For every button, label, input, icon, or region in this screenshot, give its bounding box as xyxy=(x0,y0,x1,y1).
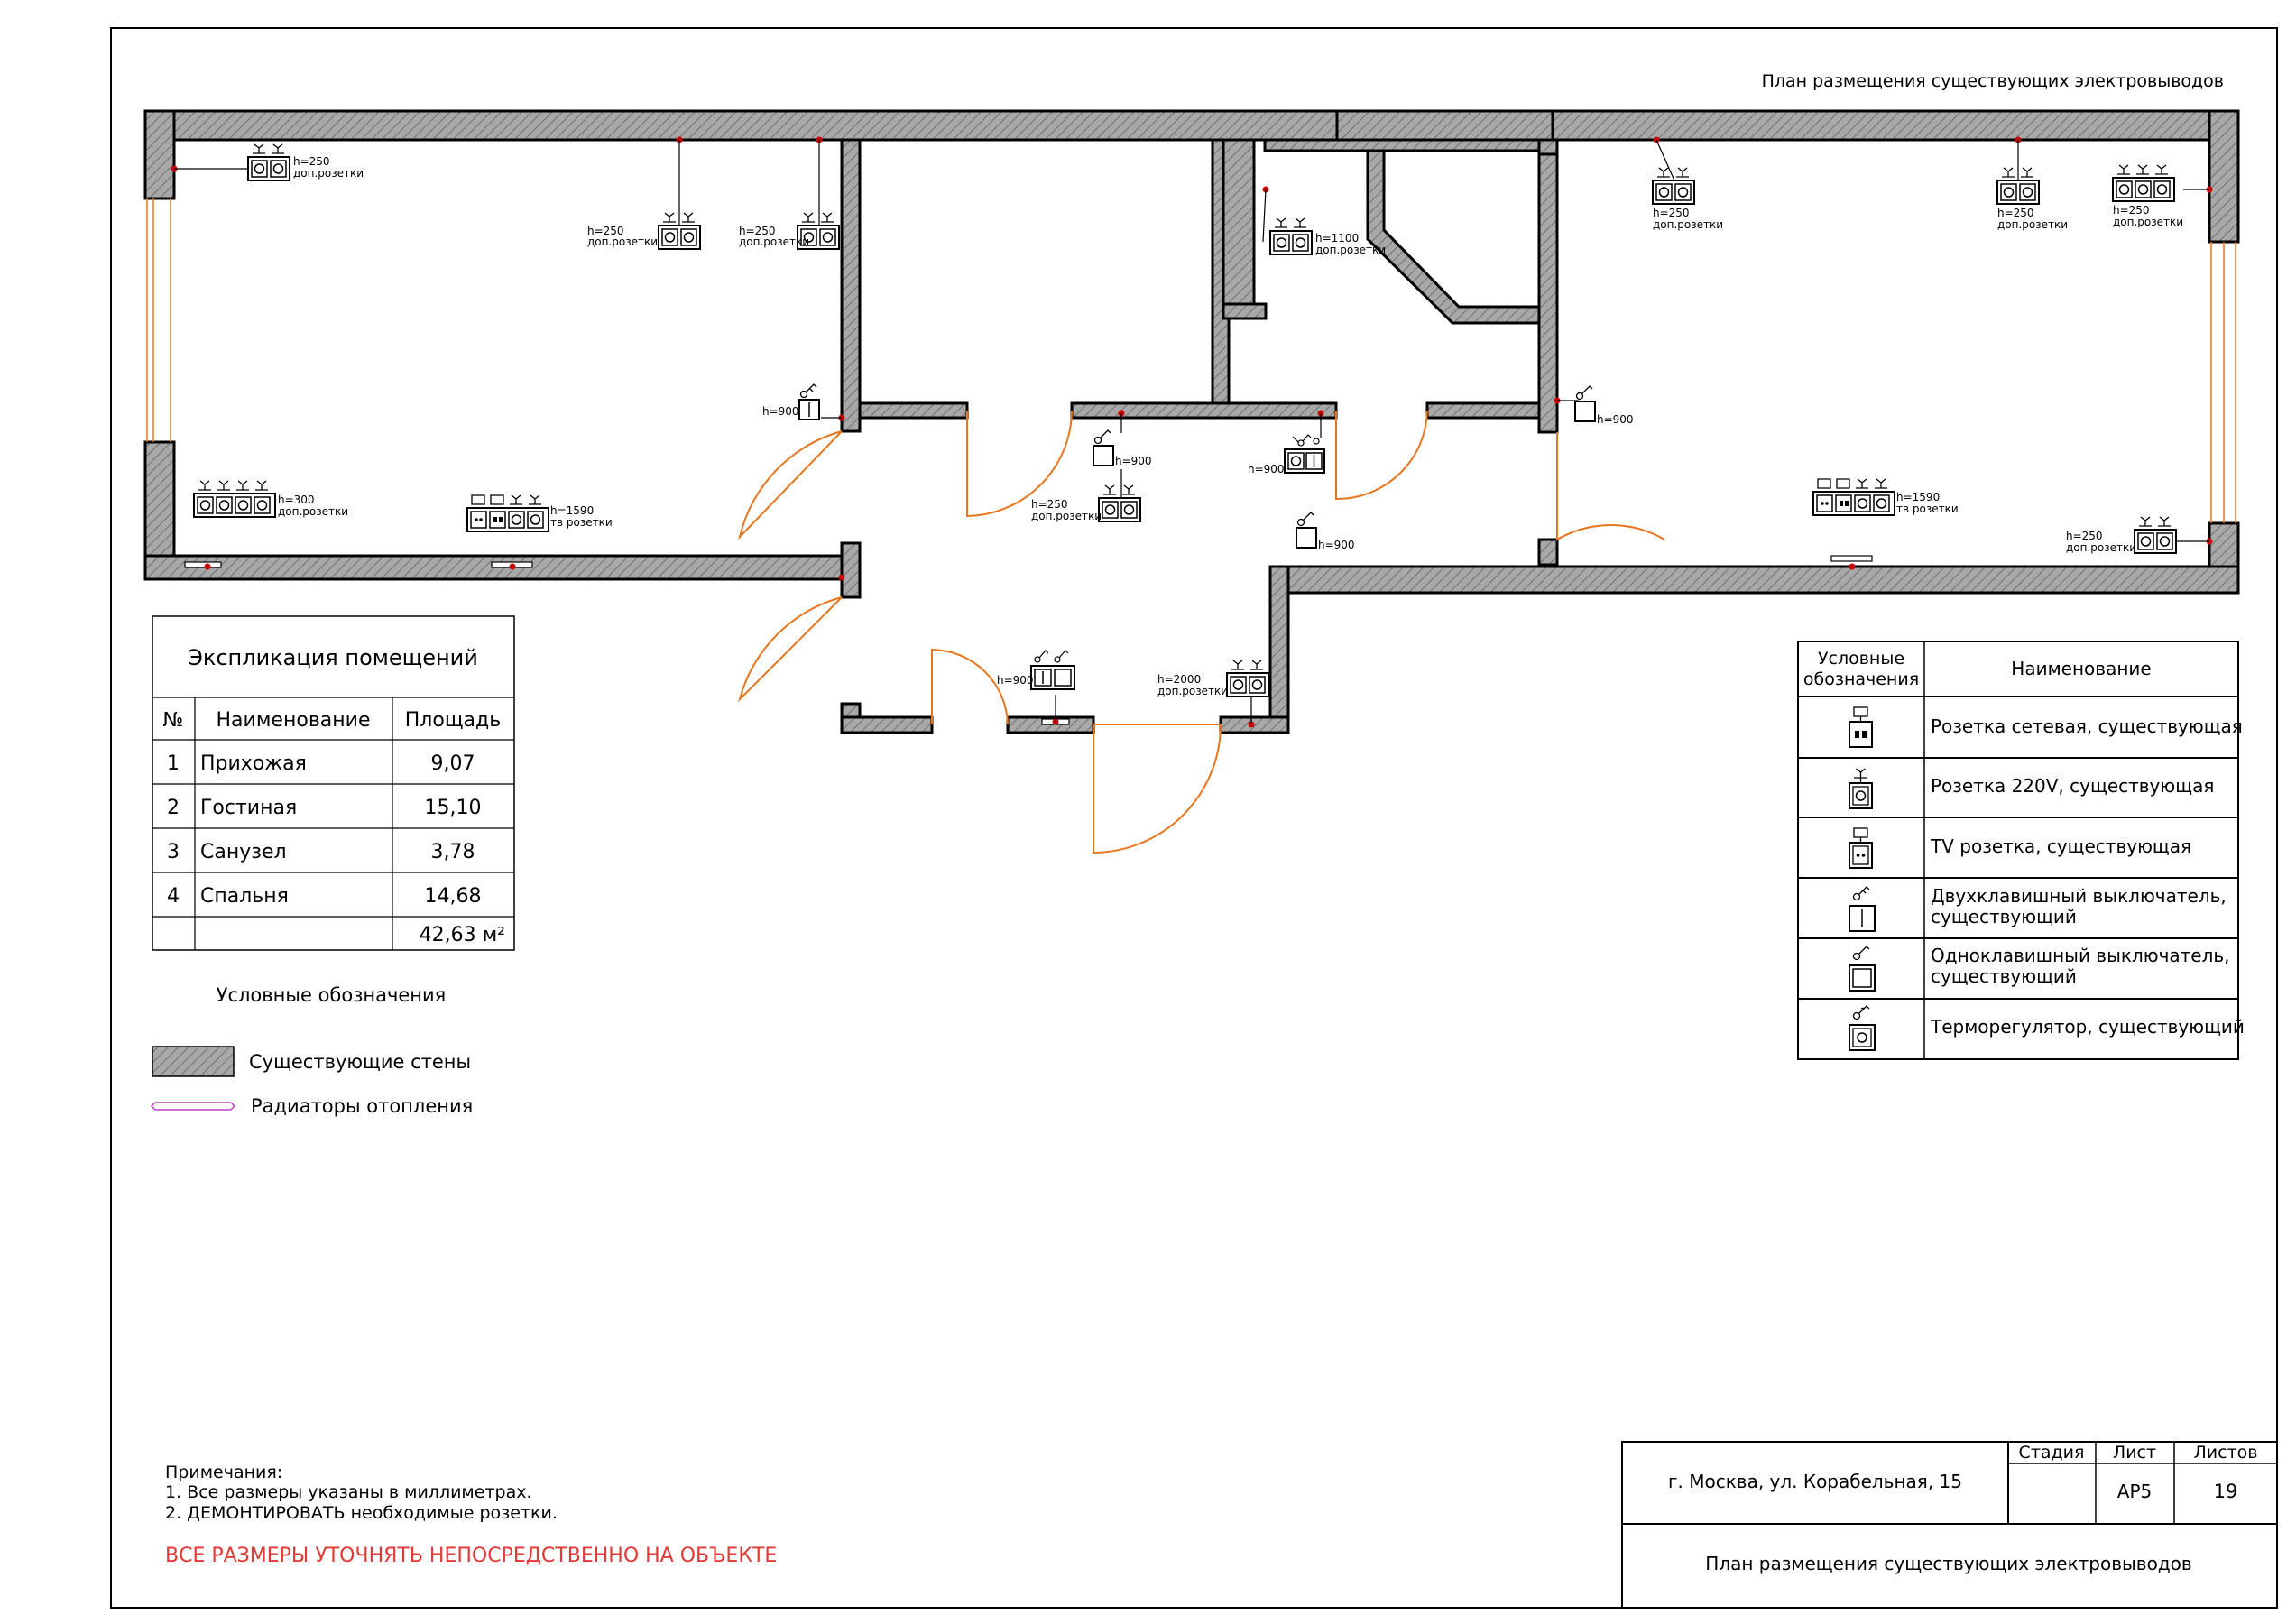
svg-text:h=900: h=900 xyxy=(997,674,1034,687)
col-header-area: Площадь xyxy=(404,709,502,732)
svg-text:тв розетки: тв розетки xyxy=(1896,503,1959,515)
row-name: Санузел xyxy=(200,841,287,863)
note-line: 1. Все размеры указаны в миллиметрах. xyxy=(165,1482,532,1502)
svg-text:h=250: h=250 xyxy=(2113,204,2150,217)
svg-text:доп.розетки: доп.розетки xyxy=(1315,244,1387,256)
svg-text:доп.розетки: доп.розетки xyxy=(1997,218,2069,231)
svg-text:h=250: h=250 xyxy=(2066,530,2103,542)
svg-text:доп.розетки: доп.розетки xyxy=(587,235,659,248)
small-legend xyxy=(152,984,473,1117)
legend-row-text: Розетка сетевая, существующая xyxy=(1931,715,2243,737)
note-line: 2. ДЕМОНТИРОВАТЬ необходимые розетки. xyxy=(165,1503,558,1523)
svg-text:доп.розетки: доп.розетки xyxy=(278,505,349,518)
svg-text:h=300: h=300 xyxy=(278,494,315,506)
sheet-label: Лист xyxy=(2112,1443,2157,1463)
row-name: Гостиная xyxy=(200,797,298,819)
thermostat-icon xyxy=(1849,1006,1875,1050)
svg-text:доп.розетки: доп.розетки xyxy=(293,167,364,180)
svg-text:h=250: h=250 xyxy=(587,225,624,237)
outlet-markers xyxy=(171,137,2213,728)
row-number: 1 xyxy=(167,752,180,775)
svg-text:h=900: h=900 xyxy=(762,405,799,418)
leader-lines xyxy=(174,140,2209,724)
svg-text:h=1100: h=1100 xyxy=(1315,232,1360,245)
socket-group-2 xyxy=(587,213,700,249)
legend-row-text: Двухклавишный выключатель, xyxy=(1931,885,2227,907)
sheet-value: АР5 xyxy=(2116,1481,2153,1502)
switch-3 xyxy=(1248,435,1324,475)
svg-text:h=250: h=250 xyxy=(1031,498,1068,511)
switch-2 xyxy=(1093,430,1152,467)
legend-row-text-2: существующий xyxy=(1931,906,2077,927)
doors xyxy=(740,411,1664,853)
address: г. Москва, ул. Корабельная, 15 xyxy=(1667,1471,1963,1492)
windows xyxy=(147,198,2236,523)
switch-4 xyxy=(1575,386,1634,426)
explication-title: Экспликация помещений xyxy=(188,645,478,670)
row-number: 4 xyxy=(167,885,180,908)
title-block xyxy=(1622,1442,2277,1608)
svg-text:доп.розетки: доп.розетки xyxy=(739,235,810,248)
socket-group-6 xyxy=(1997,168,2068,231)
drawing-title: План размещения существующих электровыводов xyxy=(1705,1553,2192,1574)
col-header-name: Наименование xyxy=(216,709,371,732)
row-number: 2 xyxy=(167,797,180,819)
radiator-swatch xyxy=(152,1103,235,1110)
legend-row-text: Терморегулятор, существующий xyxy=(1931,1016,2245,1038)
small-legend-title: Условные обозначения xyxy=(216,984,447,1006)
switch-6 xyxy=(997,651,1074,689)
legend-row-text: Одноклавишный выключатель, xyxy=(1931,945,2230,966)
socket-group-7 xyxy=(2113,165,2183,228)
socket-group-11 xyxy=(1157,660,1268,697)
notes xyxy=(165,1463,777,1567)
tv-socket-icon xyxy=(1849,828,1872,868)
col-header-no: № xyxy=(162,709,184,732)
svg-text:h=900: h=900 xyxy=(1597,413,1634,426)
explication-table xyxy=(152,616,514,950)
wall-legend-label: Существующие стены xyxy=(249,1051,472,1073)
svg-text:доп.розетки: доп.розетки xyxy=(2066,541,2137,554)
single-switch-icon xyxy=(1849,946,1875,991)
network-socket-icon xyxy=(1849,707,1872,747)
switch-1 xyxy=(762,384,819,420)
header-title: План размещения существующих электровыводов xyxy=(1761,71,2224,91)
svg-text:h=900: h=900 xyxy=(1115,455,1152,467)
svg-text:h=1590: h=1590 xyxy=(1896,491,1941,503)
socket-group-8 xyxy=(194,481,348,518)
sheets-value: 19 xyxy=(2213,1481,2238,1502)
row-name: Спальня xyxy=(200,885,289,908)
total-area: 42,63 м² xyxy=(419,924,505,946)
legend-row-text-2: существующий xyxy=(1931,965,2077,987)
socket-group-1 xyxy=(248,144,364,180)
row-area: 9,07 xyxy=(430,752,475,775)
wall-swatch xyxy=(152,1047,234,1076)
svg-text:доп.розетки: доп.розетки xyxy=(1157,685,1229,697)
svg-text:h=1590: h=1590 xyxy=(550,504,595,517)
stage-label: Стадия xyxy=(2018,1443,2085,1463)
switch-5 xyxy=(1296,512,1355,551)
svg-text:h=250: h=250 xyxy=(1653,207,1690,219)
double-switch-icon xyxy=(1849,887,1875,931)
sheets-label: Листов xyxy=(2193,1443,2258,1463)
tv-socket-group-2 xyxy=(1813,479,1959,515)
svg-text:h=900: h=900 xyxy=(1248,463,1285,475)
svg-text:h=250: h=250 xyxy=(1997,207,2034,219)
svg-text:h=2000: h=2000 xyxy=(1157,673,1202,686)
svg-text:доп.розетки: доп.розетки xyxy=(2113,216,2184,228)
tv-socket-group-1 xyxy=(467,495,613,531)
svg-text:h=250: h=250 xyxy=(293,155,330,168)
row-area: 14,68 xyxy=(424,885,482,908)
row-name: Прихожая xyxy=(200,752,307,775)
svg-text:доп.розетки: доп.розетки xyxy=(1653,218,1724,231)
legend-col-symbols: Условные xyxy=(1817,649,1905,669)
svg-text:тв розетки: тв розетки xyxy=(550,516,613,529)
svg-text:доп.розетки: доп.розетки xyxy=(1031,510,1102,522)
svg-text:h=250: h=250 xyxy=(739,225,776,237)
row-number: 3 xyxy=(167,841,180,863)
legend-col-symbols-2: обозначения xyxy=(1803,669,1920,689)
socket-group-10 xyxy=(2066,517,2176,554)
socket-group-5 xyxy=(1653,168,1723,231)
legend-col-name: Наименование xyxy=(2011,658,2152,679)
socket-220v-icon xyxy=(1849,769,1872,808)
warning-text: ВСЕ РАЗМЕРЫ УТОЧНЯТЬ НЕПОСРЕДСТВЕННО НА ОБЪЕКТЕ xyxy=(165,1545,778,1567)
legend-row-text: TV розетка, существующая xyxy=(1931,835,2192,857)
row-area: 3,78 xyxy=(430,841,475,863)
existing-walls xyxy=(145,111,2238,733)
row-area: 15,10 xyxy=(424,797,482,819)
notes-title: Примечания: xyxy=(165,1463,283,1482)
legend-row-text: Розетка 220V, существующая xyxy=(1931,775,2215,797)
socket-group-9 xyxy=(1031,485,1140,522)
legend-table xyxy=(1798,641,2245,1059)
socket-group-3 xyxy=(739,213,839,249)
svg-text:h=900: h=900 xyxy=(1318,539,1355,551)
radiator-legend-label: Радиаторы отопления xyxy=(251,1095,474,1117)
